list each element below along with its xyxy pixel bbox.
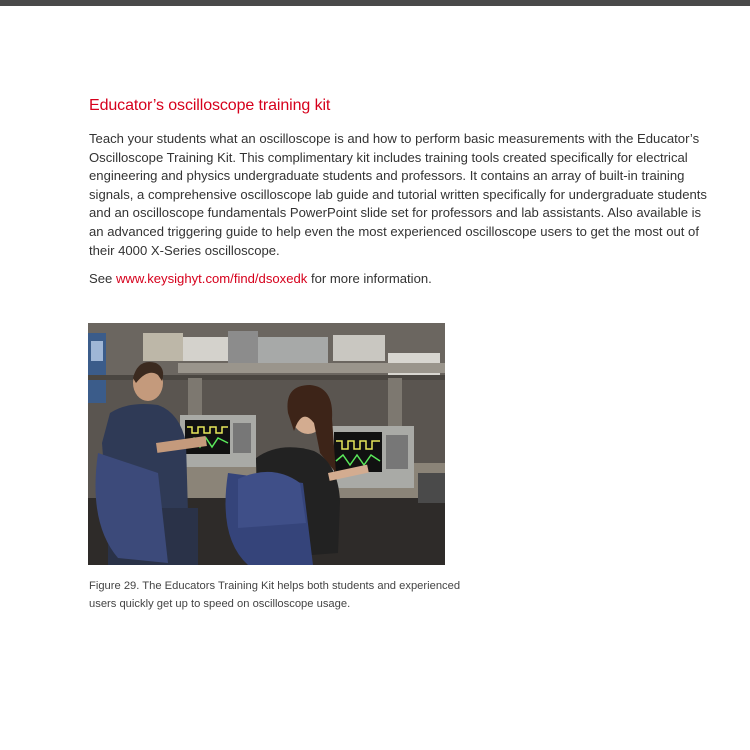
body-paragraph [89, 130, 709, 260]
caption-line-2: users quickly get up to speed on oscilloscope usage. [89, 597, 351, 610]
lab-photo-illustration [88, 323, 445, 565]
section-title: Educator’s oscilloscope training kit [89, 97, 331, 114]
info-link[interactable]: www.keysighyt.com/find/dsoxedk [115, 271, 308, 286]
paragraph-text: Teach your students what an oscilloscope is and how to perform basic measurements with the Educator’s Oscilloscope Training Kit. This complimentary kit includes training tools created specifically for electrical engineering and physics undergraduate students and professors. It contains an array of built-in training signals, a comprehensive oscilloscope lab guide and tutorial written specifically for undergraduate students and an oscilloscope fundamentals PowerPoint slide set for professors and lab assistants. Also available is an advanced triggering guide to help even the most experienced oscilloscope users to get the most out of their 4000 X-Series oscilloscope. [89, 131, 707, 258]
caption-line-1: Figure 29. The Educators Training Kit helps both students and experienced [89, 580, 461, 592]
figure-caption [89, 578, 509, 613]
lab-photo [88, 323, 445, 565]
more-info-line [89, 271, 432, 286]
more-info-suffix: for more information. [307, 271, 432, 286]
more-info-prefix: See [89, 271, 116, 286]
